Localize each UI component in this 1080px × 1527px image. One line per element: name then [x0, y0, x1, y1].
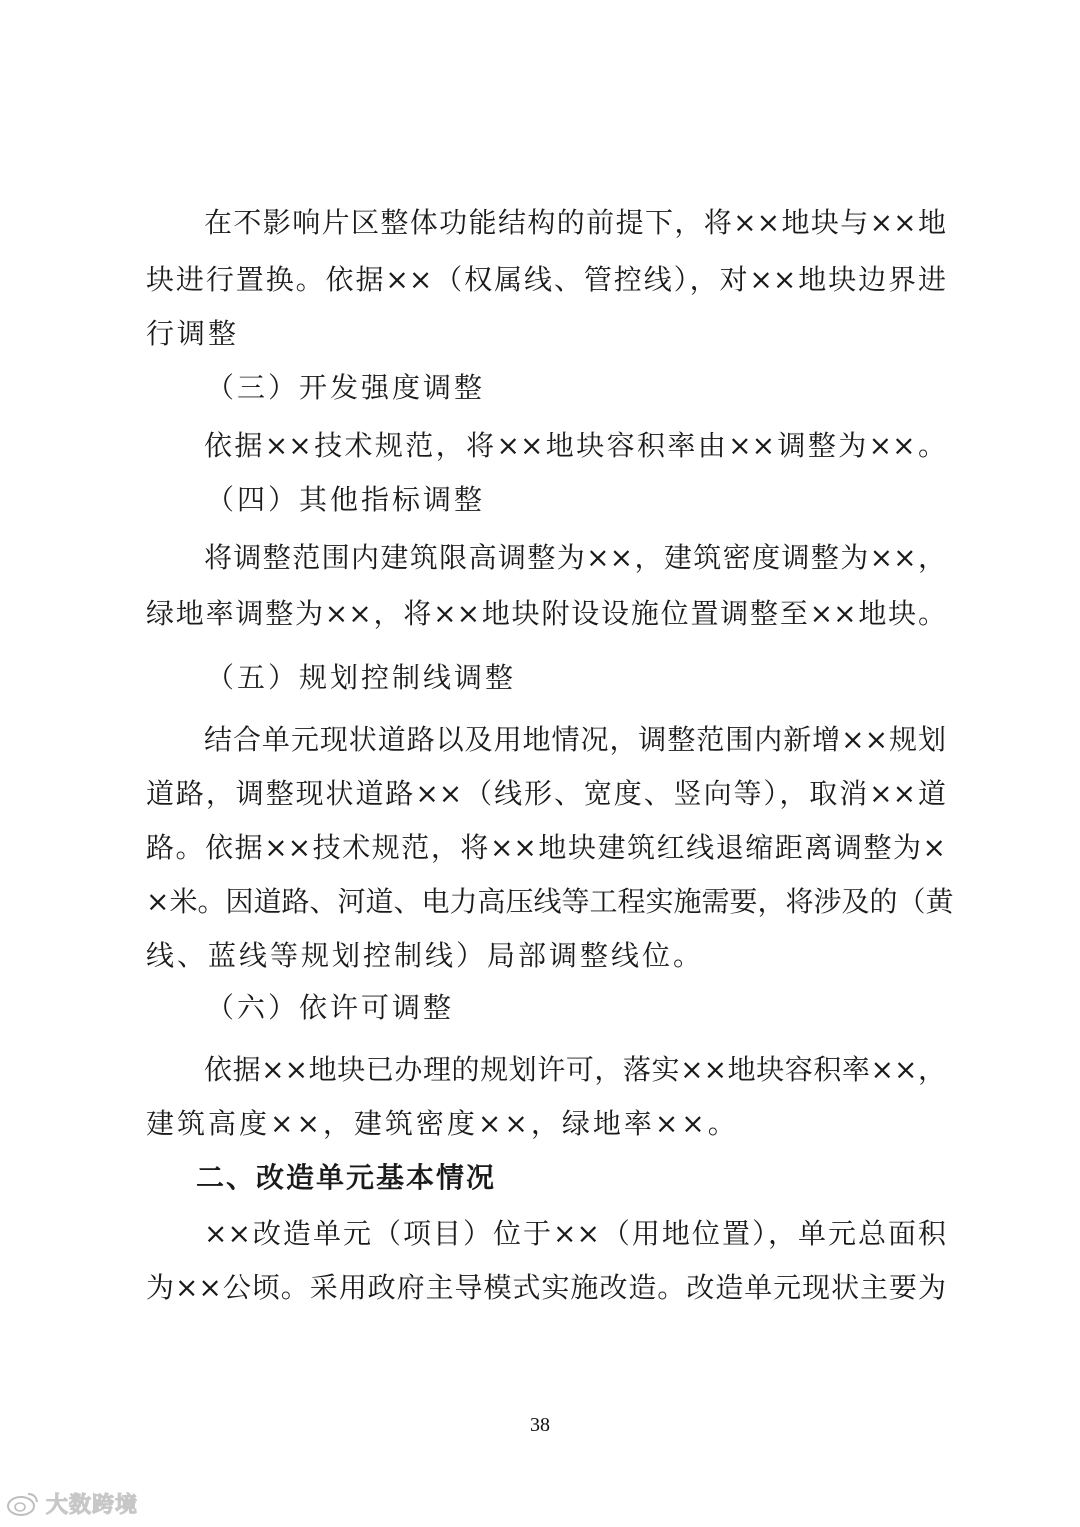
section-heading: （三）开发强度调整: [206, 371, 486, 404]
section-heading: （六）依许可调整: [206, 991, 455, 1024]
chapter-heading: 二、改造单元基本情况: [196, 1161, 497, 1194]
weibo-logo-icon: [6, 1489, 40, 1517]
paragraph-line: 道路，调整现状道路××（线形、宽度、竖向等），取消××道: [146, 777, 946, 810]
paragraph-line: ××改造单元（项目）位于××（用地位置），单元总面积: [204, 1217, 946, 1250]
paragraph-line: 块进行置换。依据××（权属线、管控线），对××地块边界进: [146, 263, 946, 296]
paragraph-line: 行调整: [146, 317, 240, 350]
section-heading: （五）规划控制线调整: [206, 661, 517, 694]
paragraph-line: 建筑高度××，建筑密度××，绿地率××。: [146, 1107, 739, 1140]
paragraph-line: 绿地率调整为××，将××地块附设设施位置调整至××地块。: [146, 597, 946, 630]
paragraph-line: 路。依据××技术规范，将××地块建筑红线退缩距离调整为×: [146, 831, 946, 864]
paragraph-line: 为××公顷。采用政府主导模式实施改造。改造单元现状主要为: [146, 1271, 946, 1304]
watermark: [6, 1488, 138, 1518]
paragraph-line: 将调整范围内建筑限高调整为××，建筑密度调整为××，: [204, 541, 946, 574]
paragraph-line: 依据××技术规范，将××地块容积率由××调整为××。: [204, 429, 946, 462]
paragraph-line: 在不影响片区整体功能结构的前提下，将××地块与××地: [204, 206, 946, 239]
page-number: 38: [530, 1414, 550, 1436]
paragraph-line: 线、蓝线等规划控制线）局部调整线位。: [146, 939, 705, 972]
paragraph-line: 依据××地块已办理的规划许可，落实××地块容积率××，: [204, 1053, 946, 1086]
paragraph-line: ×米。因道路、河道、电力高压线等工程实施需要，将涉及的（黄: [146, 885, 954, 918]
paragraph-line: 结合单元现状道路以及用地情况，调整范围内新增××规划: [204, 723, 946, 756]
watermark-text: 大数跨境: [46, 1492, 139, 1518]
section-heading: （四）其他指标调整: [206, 483, 486, 516]
